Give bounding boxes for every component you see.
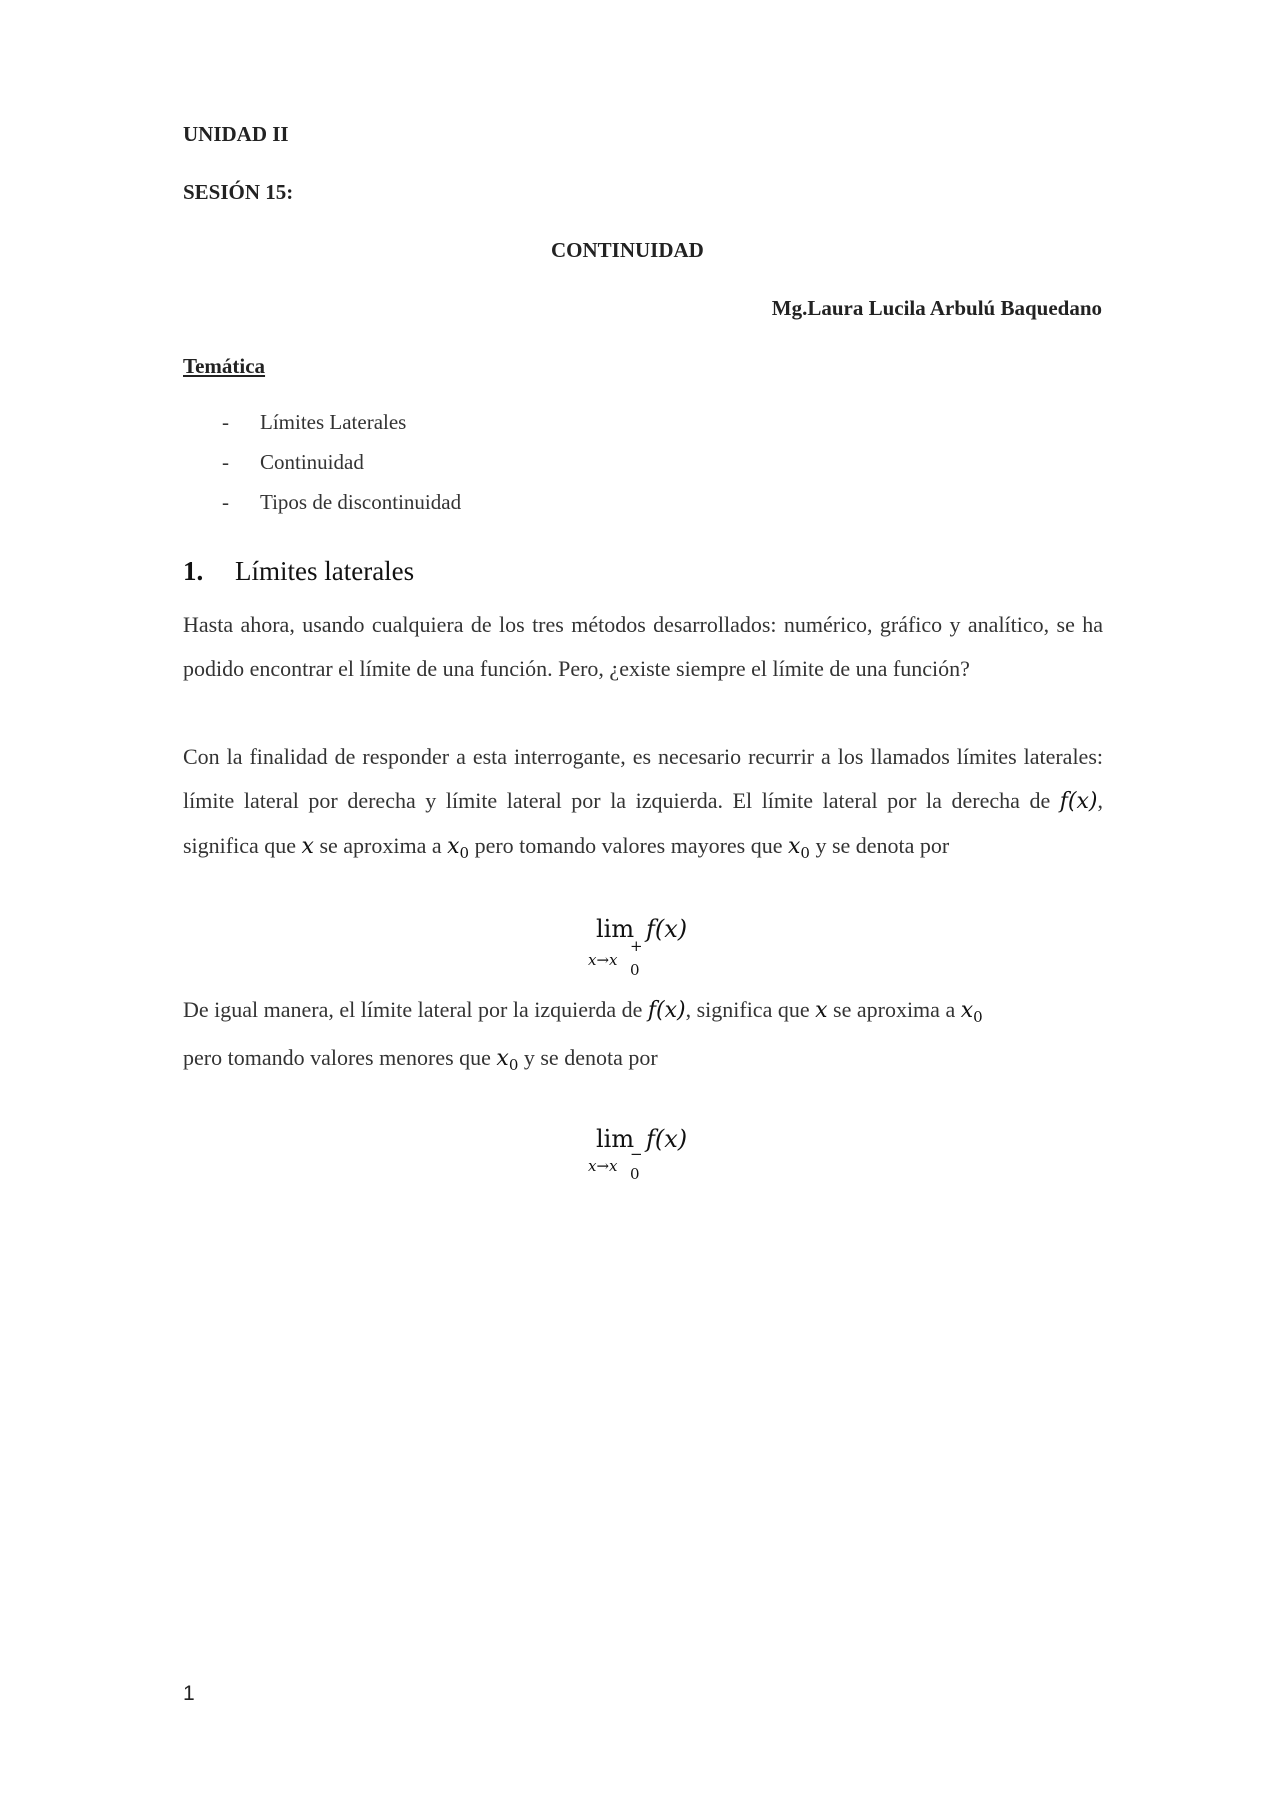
- page-number: 1: [183, 1682, 195, 1705]
- section-heading: [183, 556, 414, 587]
- x-symbol: x: [301, 834, 314, 859]
- x0-base: x: [960, 998, 974, 1023]
- fx-symbol: f(x): [647, 998, 686, 1023]
- x0-base: x: [788, 834, 801, 859]
- paragraph-left-limit-cont: [183, 1036, 1103, 1082]
- unit-heading: UNIDAD II: [183, 122, 289, 146]
- text-run: , significa que: [685, 997, 816, 1022]
- section-number: 1.: [183, 556, 204, 586]
- text-run: y se denota por: [518, 1045, 658, 1070]
- text-run: se aproxima a: [827, 997, 961, 1022]
- lim-plus-sign: +: [630, 937, 643, 955]
- right-limit-formula: [588, 915, 708, 985]
- lim-operator: lim: [596, 915, 635, 943]
- lim-zero: 0: [630, 1165, 640, 1183]
- tematica-heading: Temática: [183, 354, 266, 378]
- lim-minus-sign: −: [630, 1145, 643, 1163]
- list-bullet: -: [222, 490, 229, 514]
- lim-function: f(x): [646, 915, 688, 943]
- lim-operator: lim: [596, 1125, 635, 1153]
- x0-symbol: [496, 1046, 519, 1074]
- list-item: [222, 450, 364, 475]
- x0-subscript: 0: [800, 844, 810, 862]
- x0-base: x: [447, 834, 460, 859]
- x0-symbol: [788, 834, 810, 862]
- list-item: [222, 490, 461, 515]
- text-run: pero tomando valores mayores que: [469, 833, 788, 858]
- paragraph-left-limit: [183, 988, 1103, 1034]
- x0-subscript: 0: [459, 844, 470, 862]
- x0-symbol: [960, 998, 983, 1026]
- text-run: Con la finalidad de responder a esta interrogante, es necesario recurrir a los llamados límites laterales: límite lateral por derecha y límite lateral por la izquierda. El límite lateral por la derecha de: [183, 744, 1103, 813]
- list-item-label: Límites Laterales: [260, 410, 407, 434]
- text-run: , significa que: [183, 788, 1103, 858]
- paragraph-right-limit: [183, 735, 1103, 870]
- text-run: pero tomando valores menores que: [183, 1045, 497, 1070]
- section-title: Límites laterales: [235, 556, 415, 586]
- x0-symbol: [447, 834, 470, 862]
- lim-zero: 0: [630, 961, 640, 979]
- fx-symbol: f(x): [1059, 789, 1098, 814]
- session-heading: SESIÓN 15:: [183, 180, 294, 204]
- x0-subscript: 0: [508, 1056, 519, 1074]
- text-run: De igual manera, el límite lateral por la izquierda de: [183, 997, 648, 1022]
- page-title: CONTINUIDAD: [551, 238, 704, 262]
- lim-subscript: x→x: [588, 951, 618, 969]
- list-bullet: -: [222, 410, 229, 434]
- x0-base: x: [496, 1046, 509, 1071]
- left-limit-formula: [588, 1125, 708, 1195]
- text-run: y se denota por: [809, 833, 950, 858]
- list-item: [222, 410, 406, 435]
- paragraph-intro: [183, 603, 1103, 691]
- list-item-label: Tipos de discontinuidad: [260, 490, 462, 514]
- list-item-label: Continuidad: [260, 450, 364, 474]
- author-name: Mg.Laura Lucila Arbulú Baquedano: [771, 296, 1102, 320]
- lim-function: f(x): [646, 1125, 688, 1153]
- list-bullet: -: [222, 450, 229, 474]
- text-run: se aproxima a: [313, 833, 448, 858]
- lim-subscript: x→x: [588, 1157, 618, 1175]
- x0-subscript: 0: [973, 1008, 983, 1026]
- paragraph-text: Hasta ahora, usando cualquiera de los tres métodos desarrollados: numérico, gráfico y analítico, se ha podido encontrar el límite de una función. Pero, ¿existe siempre el límite de una función?: [183, 612, 1103, 681]
- x-symbol: x: [815, 998, 828, 1023]
